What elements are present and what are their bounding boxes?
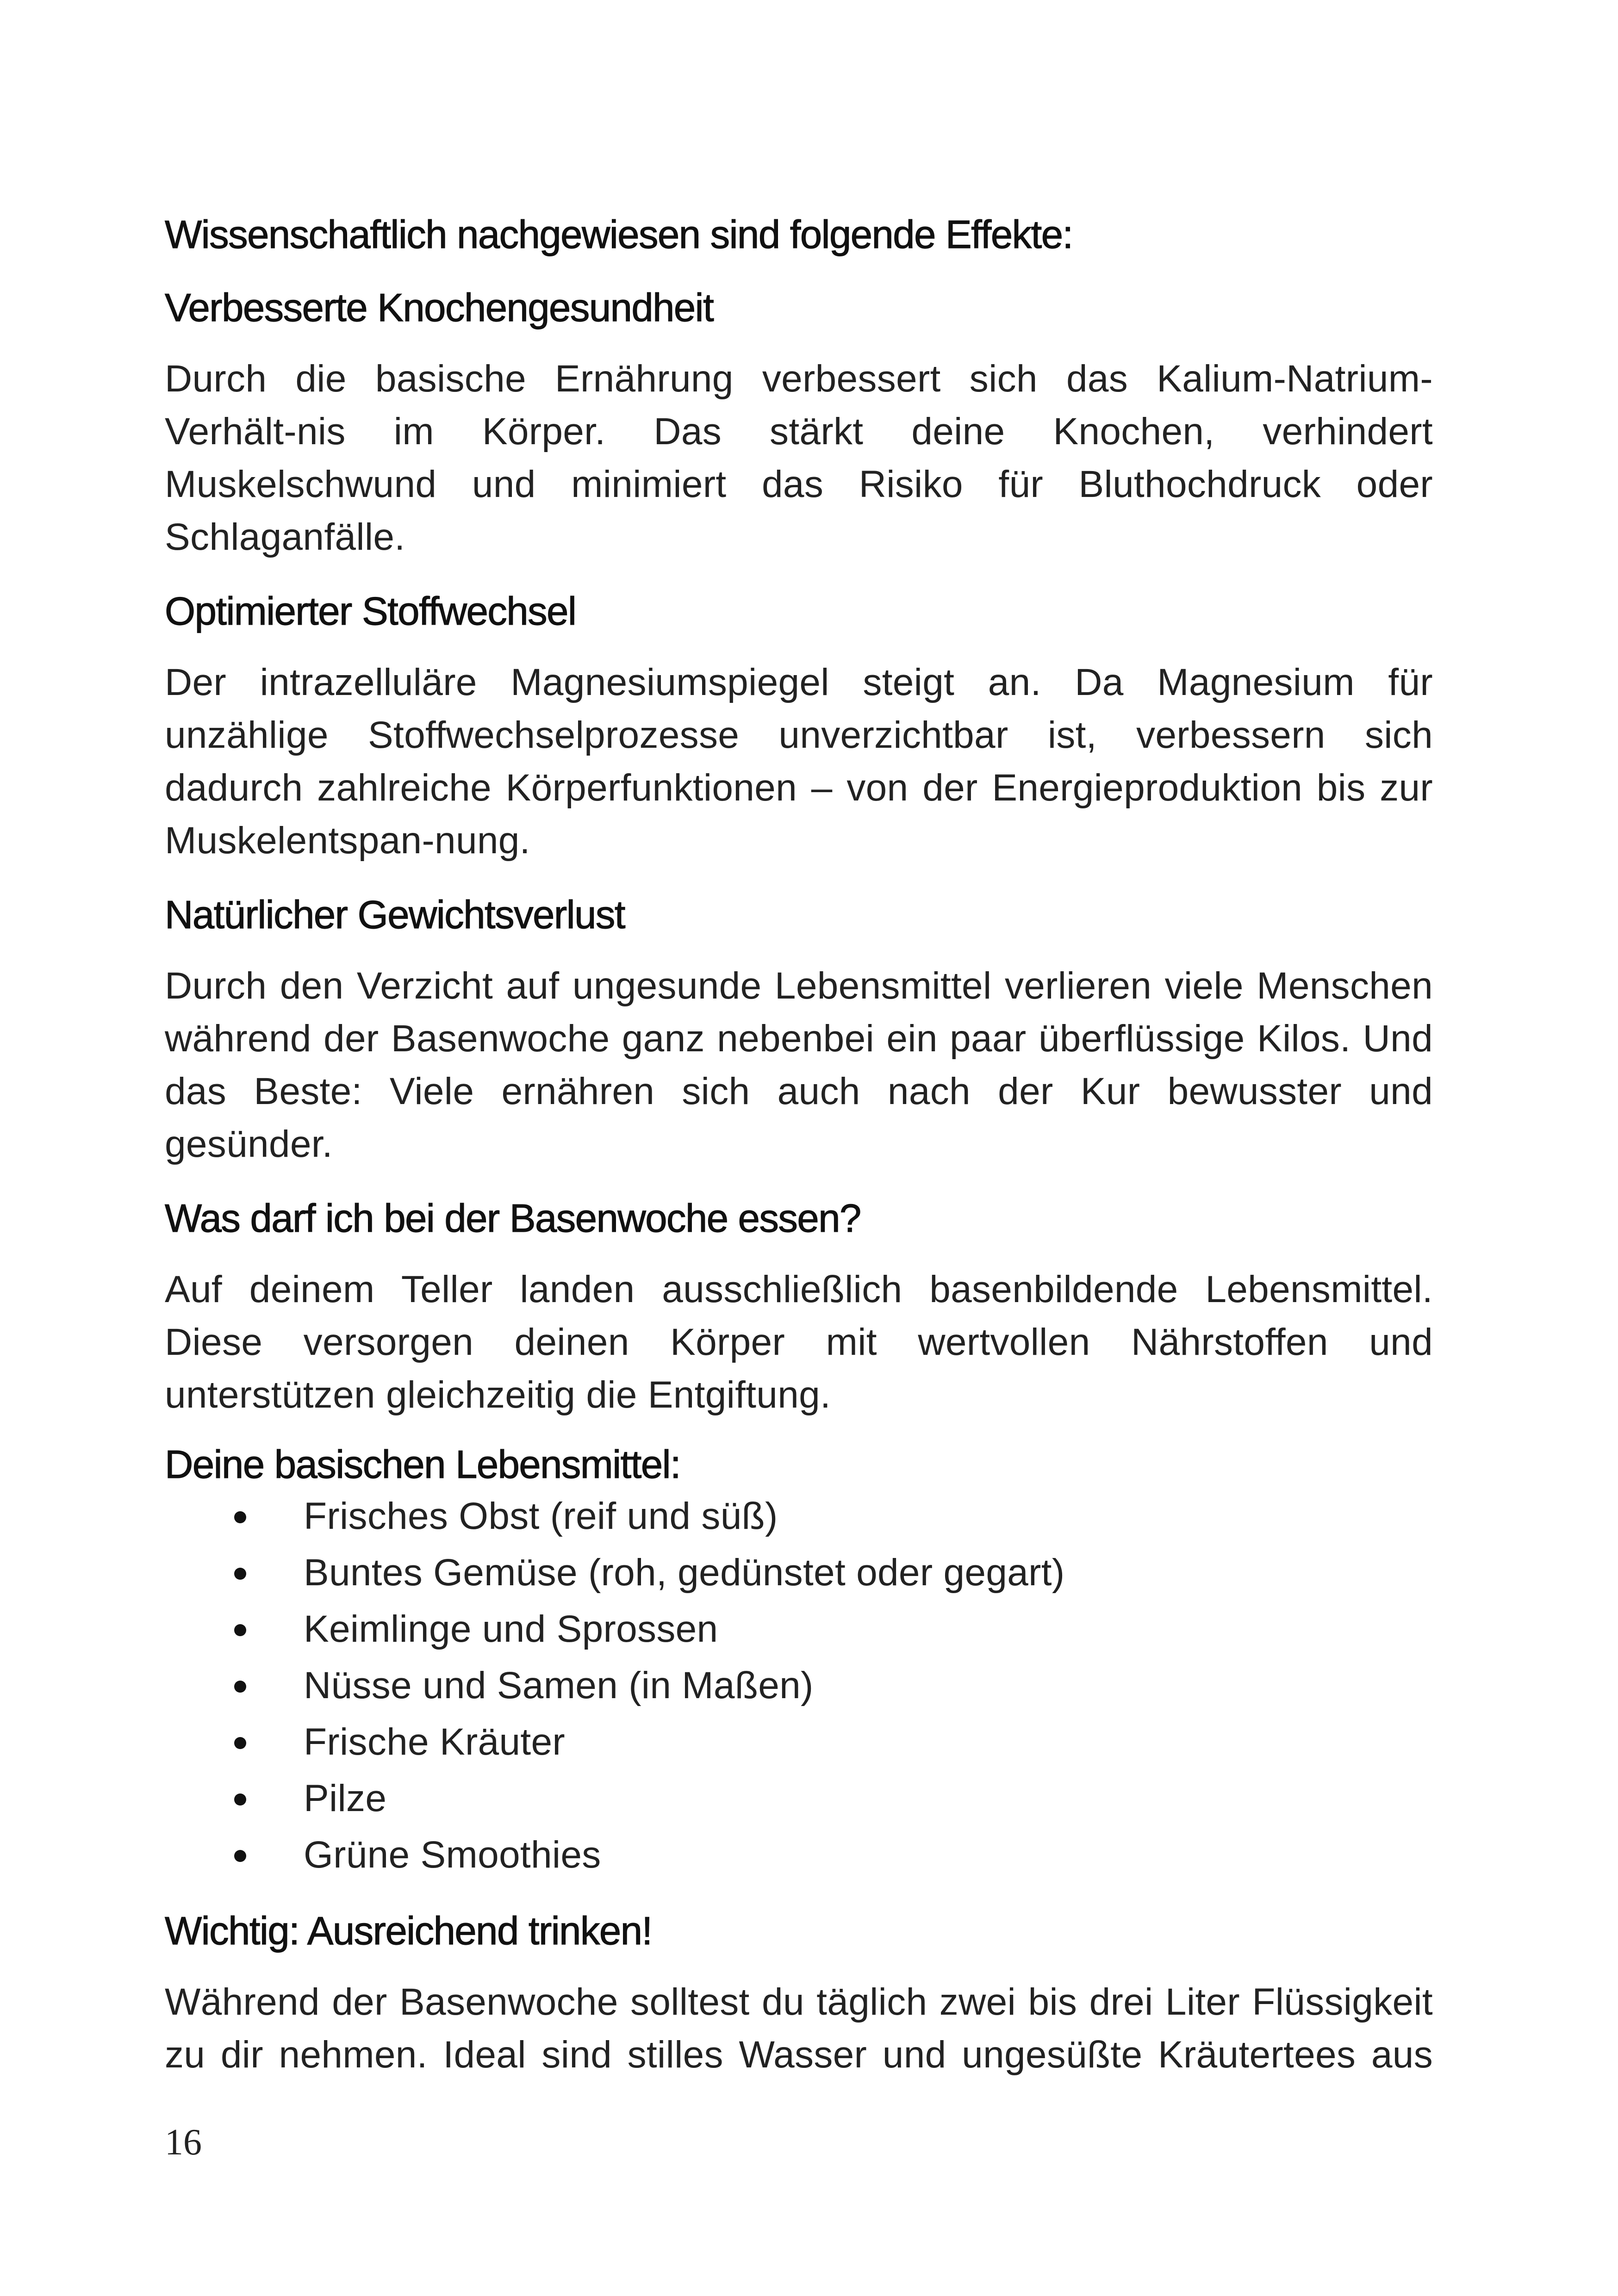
bullet-icon — [234, 1511, 246, 1523]
bullet-icon — [234, 1737, 246, 1749]
page-content — [165, 207, 1433, 2081]
section-paragraph-metabolism: Der intrazelluläre Magnesiumspiegel steigt an. Da Magnesium für unzählige Stoffwechselprozesse unverzichtbar ist, verbessern sich dadurch zahlreiche Körperfunktionen – von der Energieproduktion bis zur Muskelentspan-nung. — [165, 661, 1433, 862]
list-item — [165, 1488, 1433, 1545]
section-heading-metabolism: Optimierter Stoffwechsel — [165, 590, 576, 633]
bullet-icon — [234, 1568, 246, 1580]
section-paragraph-bones: Durch die basische Ernährung verbessert sich das Kalium-Natrium-Verhält-nis im Körper. Das stärkt deine Knochen, verhindert Muskelschwund und minimiert das Risiko für Bluthochdruck oder Schlaganfälle. — [165, 358, 1433, 558]
bullet-icon — [234, 1850, 246, 1862]
section-paragraph-drinking: Während der Basenwoche solltest du täglich zwei bis drei Liter Flüssigkeit zu dir nehmen. Ideal sind stilles Wasser und ungesüßte Kräutertees aus — [165, 1981, 1433, 2076]
section-paragraph-food: Auf deinem Teller landen ausschließlich basenbildende Lebensmittel. Diese versorgen deinen Körper mit wertvollen Nährstoffen und unterstützen gleichzeitig die Entgiftung. — [165, 1268, 1433, 1416]
list-item — [165, 1827, 1433, 1883]
section-paragraph-weight: Durch den Verzicht auf ungesunde Lebensmittel verlieren viele Menschen während der Basenwoche ganz nebenbei ein paar überflüssige Kilos. Und das Beste: Viele ernähren sich auch nach der Kur bewusster und gesünder. — [165, 965, 1433, 1165]
list-item-text: Grüne Smoothies — [304, 1834, 601, 1876]
section-heading-weight: Natürlicher Gewichtsverlust — [165, 893, 625, 937]
list-item — [165, 1657, 1433, 1714]
bullet-icon — [234, 1681, 246, 1693]
section-heading-bones: Verbesserte Knochengesundheit — [165, 286, 714, 330]
list-item — [165, 1770, 1433, 1827]
section-heading-food: Was darf ich bei der Basenwoche essen? — [165, 1197, 861, 1241]
section-heading-drinking: Wichtig: Ausreichend trinken! — [165, 1909, 652, 1953]
list-heading: Deine basischen Lebensmittel: — [165, 1443, 681, 1487]
section-heading-effects: Wissenschaftlich nachgewiesen sind folgende Effekte: — [165, 213, 1073, 257]
list-item — [165, 1545, 1433, 1601]
list-item-text: Frische Kräuter — [304, 1721, 566, 1763]
list-item — [165, 1601, 1433, 1657]
page-number: 16 — [165, 2122, 202, 2163]
list-item-text: Nüsse und Samen (in Maßen) — [304, 1664, 814, 1706]
list-item-text: Keimlinge und Sprossen — [304, 1608, 718, 1650]
bullet-icon — [234, 1793, 246, 1806]
list-item-text: Buntes Gemüse (roh, gedünstet oder gegart) — [304, 1551, 1065, 1594]
list-item — [165, 1714, 1433, 1770]
food-list — [165, 1488, 1433, 1883]
list-item-text: Pilze — [304, 1777, 387, 1819]
bullet-icon — [234, 1624, 246, 1636]
list-item-text: Frisches Obst (reif und süß) — [304, 1495, 778, 1537]
